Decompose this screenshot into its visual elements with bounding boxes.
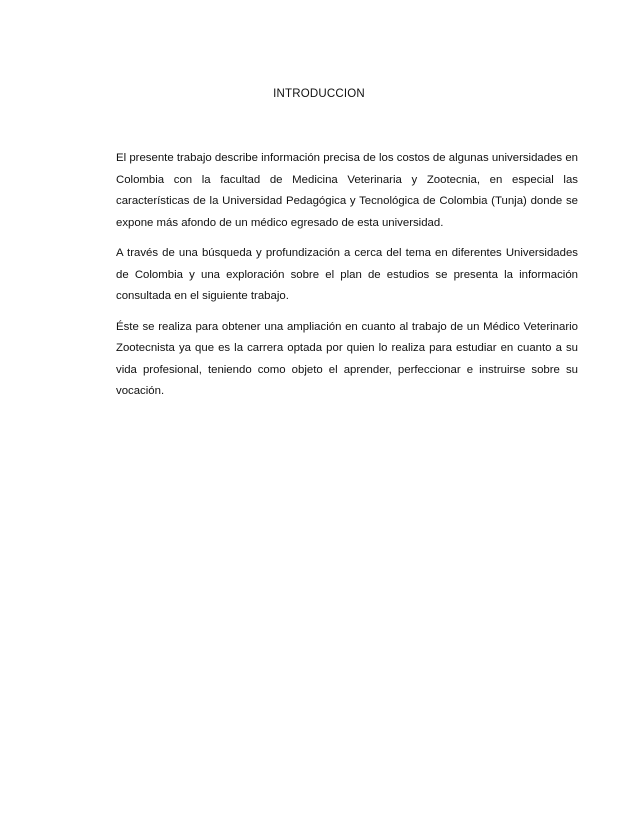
paragraph-2: A través de una búsqueda y profundización a cerca del tema en diferentes Universidades de Colombia y una exploración sobre el plan de estudios se presenta la información consultada en el siguiente trabajo. bbox=[116, 247, 578, 302]
paragraph-3: Éste se realiza para obtener una ampliación en cuanto al trabajo de un Médico Veterinario Zootecnista ya que es la carrera optada por quien lo realiza para estudiar en cuanto a su vida profesional, teniendo como objeto el aprender, perfeccionar e instruirse sobre su vocación. bbox=[116, 320, 578, 397]
paragraph-1: El presente trabajo describe información precisa de los costos de algunas universidades en Colombia con la facultad de Medicina Veterinaria y Zootecnia, en especial las características de la Universidad Pedagógica y Tecnológica de Colombia (Tunja) donde se expone más afondo de un médico egresado de esta universidad. bbox=[116, 152, 578, 229]
body-text bbox=[116, 148, 578, 412]
page-title: INTRODUCCION bbox=[273, 88, 365, 100]
